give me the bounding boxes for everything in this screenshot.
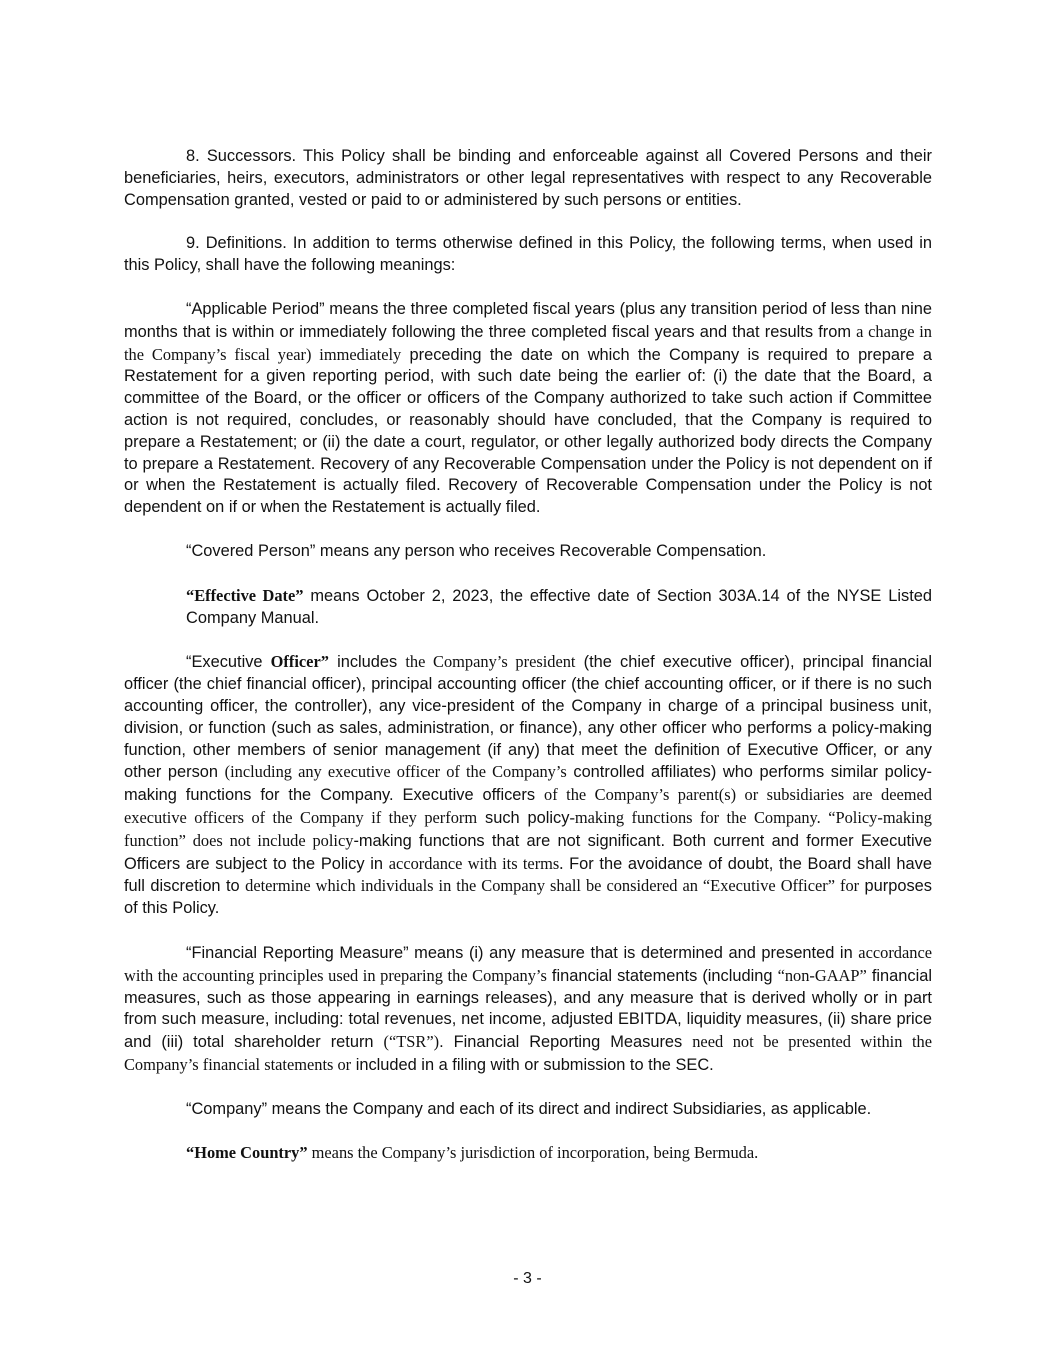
term-company: “Company” [186,1099,268,1118]
applicable-period-text-c: preceding the date on which the Company is required to prepare a Restatement for a given reporting period, with such date being the earlier of: (i) the date that the Board, a committee of the Board, or the officer or officers of the Company authorized to take such action if Committee action is not required, concludes, or reasonably should have concluded, that the Company is required to prepare a Restatement; or (ii) the date a court, regulator, or other legally authorized body directs the Company to prepare a Restatement. Recovery of any Recoverable Compensation under the Policy is not dependent on if or when the Restatement is actually filed. Recovery of Recoverable Compensation under the Policy is not dependent on if or when the Restatement is actually filed. [124,345,932,517]
definition-company [124,1099,932,1121]
definition-covered-person [124,541,932,563]
executive-officer-text-j: accordance with its terms. [388,853,564,873]
applicable-period-text-b: a change in the Company’s fiscal year) immediately [124,321,933,364]
executive-officer-text-h: -making functions for the Company. “Policy-making function” does not include policy [124,807,932,850]
section-9-definitions [124,233,932,277]
covered-person-text: means any person who receives Recoverable Compensation. [315,541,767,560]
section-9-heading: 9. Definitions. [186,234,287,253]
term-home-country: “Home Country” [186,1143,308,1163]
frm-text-h: need not be presented within the Company’s financial statements or [124,1032,932,1074]
executive-officer-text-m: purposes of this Policy. [124,877,932,918]
definition-effective-date [124,585,932,630]
definition-home-country [124,1142,932,1164]
term-financial-reporting-measure: “Financial Reporting Measure” [186,943,409,962]
frm-text-i: included in a filing with or submission to the SEC. [351,1055,714,1074]
definition-executive-officer [124,651,932,920]
section-8-successors [124,146,932,211]
home-country-text: means the Company’s jurisdiction of incorporation, being Bermuda. [307,1143,759,1163]
definition-applicable-period [124,299,932,519]
term-effective-date: “Effective Date” [186,585,304,605]
effective-date-text: means October 2, 2023, the effective date of Section 303A.14 of the NYSE Listed Company Manual. [186,586,933,627]
executive-officer-text-d: (including any executive officer of the Company’s [224,762,567,782]
executive-officer-text-b: the Company’s president [405,652,576,672]
frm-text-b: accordance with the accounting principles used in preparing the Company’s [124,942,932,985]
section-8-body: This Policy shall be binding and enforceable against all Covered Persons and their beneficiaries, heirs, executors, administrators or other legal representatives with respect to any Recoverable Compensation granted, vested or paid to or administered by such persons or entities. [124,147,932,209]
executive-officer-text-f: of the Company’s parent(s) or subsidiaries are deemed executive officers of the Company if they perform [124,785,933,827]
term-covered-person: “Covered Person” [186,541,316,560]
executive-officer-text-c: (the chief executive officer), principal financial officer (the chief financial officer), principal accounting officer (the chief accounting officer, or if there is no such accounting officer, the controller), any vice-president of the Company in charge of a principal business unit, division, or function (such as sales, administration, or finance), any other officer who performs a policy-making function, other members of senior management (if any) that meet the definition of Executive Officer, or any other person [124,653,932,782]
executive-officer-text-i: -making functions that are not significant. Both current and former Executive Officers are subject to the Policy in [124,831,932,873]
frm-text-a: means (i) any measure that is determined and presented in [408,943,859,962]
executive-officer-text-l: determine which individuals in the Company shall be considered an “Executive Officer” for [245,876,860,896]
frm-text-f: (“TSR”) [383,1032,440,1052]
term-applicable-period: “Applicable Period” [186,299,325,318]
term-executive-officer-a: “Executive [186,653,271,672]
definition-financial-reporting-measure [124,942,932,1077]
section-8-heading: 8. Successors. [186,147,297,165]
frm-text-d: “non-GAAP” [777,965,867,985]
executive-officer-text-k: For the avoidance of doubt, the Board shall have full discretion to [124,854,932,896]
frm-text-e: financial measures, such as those appearing in earnings releases), and any measure that is derived wholly or in part from such measure, including: total revenues, net income, adjusted EBITDA, liquidity measures, (ii) share price and (iii) total shareholder return [124,966,932,1052]
document-page [124,146,932,1186]
term-executive-officer-b: Officer” [270,652,329,672]
frm-text-g: . Financial Reporting Measures [439,1033,693,1052]
page-number: - 3 - [513,1270,542,1287]
executive-officer-text-e: controlled affiliates) who performs similar policy-making functions for the Company. Executive officers [124,763,932,805]
applicable-period-text-a: means the three completed fiscal years (plus any transition period of less than nine months that is within or immediately following the three completed fiscal years and that results from [124,299,932,341]
section-9-body: In addition to terms otherwise defined in this Policy, the following terms, when used in this Policy, shall have the following meanings: [124,234,932,275]
frm-text-c: financial statements (including [546,966,778,985]
company-text: means the Company and each of its direct and indirect Subsidiaries, as applicable. [267,1099,872,1118]
executive-officer-text-a: includes [328,653,406,672]
executive-officer-text-g: such policy [477,808,570,827]
